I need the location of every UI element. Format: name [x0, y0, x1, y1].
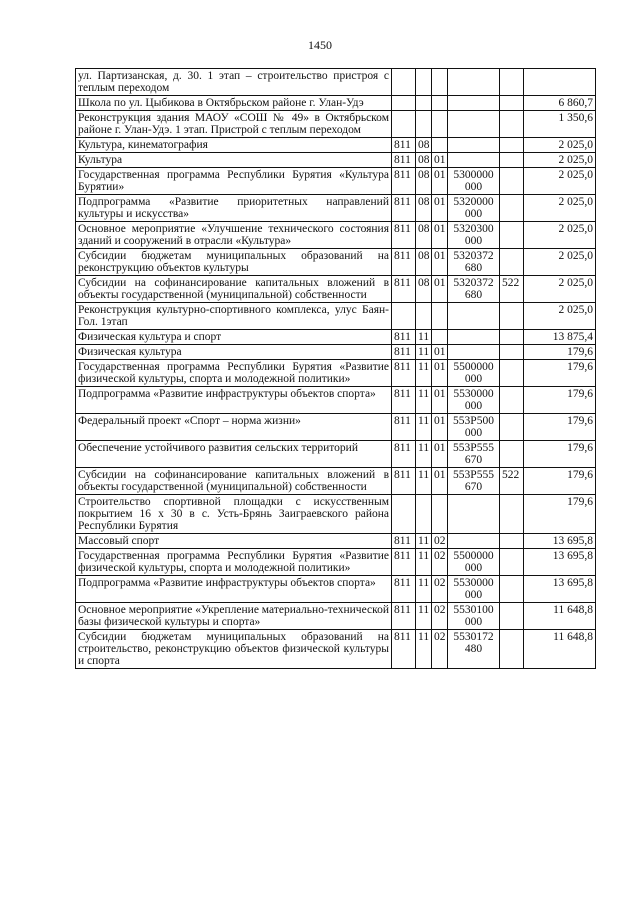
row-name-cell: Реконструкция культурно-спортивного комплекса, улус Баян-Гол. 1этап — [76, 303, 392, 330]
row-name-cell: Обеспечение устойчивого развития сельских территорий — [76, 441, 392, 468]
expense-type-cell: 522 — [500, 276, 524, 303]
target-article-part: 5320300 — [453, 223, 494, 235]
target-article-suffix: 480 — [464, 643, 483, 655]
section-code-cell — [416, 495, 432, 534]
ministry-code-cell: 811 — [392, 603, 416, 630]
target-article-part: 5500000 — [453, 361, 494, 373]
section-code-cell: 08 — [416, 249, 432, 276]
target-article-part: 5530000 — [453, 577, 494, 589]
amount-cell: 1 350,6 — [524, 111, 596, 138]
amount-cell: 179,6 — [524, 360, 596, 387]
row-name-cell: Культура, кинематография — [76, 138, 392, 153]
table-row — [76, 534, 596, 549]
amount-cell: 13 695,8 — [524, 576, 596, 603]
page-number: 1450 — [308, 38, 332, 52]
amount-cell: 179,6 — [524, 345, 596, 360]
target-article-suffix: 000 — [464, 208, 483, 220]
subsection-code-cell: 01 — [432, 345, 448, 360]
target-article-part: 553P555 — [453, 469, 494, 481]
ministry-code-cell: 811 — [392, 468, 416, 495]
row-name-cell: Основное мероприятие «Укрепление материально-технической базы физической культуры и спорта» — [76, 603, 392, 630]
table-row — [76, 96, 596, 111]
section-code-cell: 11 — [416, 549, 432, 576]
amount-cell: 179,6 — [524, 468, 596, 495]
ministry-code-cell: 811 — [392, 195, 416, 222]
amount-cell: 6 860,7 — [524, 96, 596, 111]
target-article-cell — [448, 345, 500, 360]
target-article-cell — [448, 195, 500, 222]
target-article-part: 5530172 — [453, 631, 494, 643]
section-code-cell: 08 — [416, 168, 432, 195]
table-row — [76, 195, 596, 222]
expense-type-cell — [500, 153, 524, 168]
table-row — [76, 303, 596, 330]
target-article-part: 5320000 — [453, 196, 494, 208]
ministry-code-cell — [392, 111, 416, 138]
amount-cell: 2 025,0 — [524, 276, 596, 303]
expense-type-cell — [500, 630, 524, 669]
amount-cell: 2 025,0 — [524, 195, 596, 222]
amount-cell: 179,6 — [524, 495, 596, 534]
target-article-suffix: 670 — [464, 454, 483, 466]
section-code-cell: 11 — [416, 630, 432, 669]
row-name-cell: Субсидии бюджетам муниципальных образований на строительство, реконструкцию объектов физической культуры и спорта — [76, 630, 392, 669]
ministry-code-cell: 811 — [392, 441, 416, 468]
subsection-code-cell: 02 — [432, 603, 448, 630]
subsection-code-cell: 01 — [432, 387, 448, 414]
section-code-cell: 11 — [416, 387, 432, 414]
target-article-suffix: 000 — [464, 427, 483, 439]
target-article-cell — [448, 534, 500, 549]
target-article-part: 5500000 — [453, 550, 494, 562]
target-article-suffix: 000 — [464, 373, 483, 385]
section-code-cell — [416, 303, 432, 330]
row-name-cell: Физическая культура — [76, 345, 392, 360]
section-code-cell: 08 — [416, 222, 432, 249]
row-name-cell: Школа по ул. Цыбикова в Октябрьском районе г. Улан-Удэ — [76, 96, 392, 111]
expense-type-cell — [500, 168, 524, 195]
table-row — [76, 330, 596, 345]
subsection-code-cell: 01 — [432, 414, 448, 441]
table-row — [76, 387, 596, 414]
amount-cell: 11 648,8 — [524, 630, 596, 669]
target-article-part: 5320372 — [453, 277, 494, 289]
row-name-cell: Основное мероприятие «Улучшение технического состояния зданий и сооружений в отрасли «Культура» — [76, 222, 392, 249]
section-code-cell: 11 — [416, 345, 432, 360]
target-article-cell — [448, 303, 500, 330]
expense-type-cell — [500, 549, 524, 576]
expense-type-cell — [500, 69, 524, 96]
ministry-code-cell: 811 — [392, 534, 416, 549]
target-article-cell — [448, 468, 500, 495]
amount-cell: 2 025,0 — [524, 138, 596, 153]
row-name-cell: Федеральный проект «Спорт – норма жизни» — [76, 414, 392, 441]
amount-cell: 13 695,8 — [524, 549, 596, 576]
ministry-code-cell: 811 — [392, 345, 416, 360]
row-name-cell: Подпрограмма «Развитие приоритетных направлений культуры и искусства» — [76, 195, 392, 222]
amount-cell: 179,6 — [524, 441, 596, 468]
expense-type-cell — [500, 576, 524, 603]
expense-type-cell — [500, 138, 524, 153]
section-code-cell: 11 — [416, 414, 432, 441]
table-row — [76, 138, 596, 153]
target-article-part: 5530100 — [453, 604, 494, 616]
target-article-cell — [448, 276, 500, 303]
section-code-cell: 11 — [416, 468, 432, 495]
section-code-cell — [416, 69, 432, 96]
row-name-cell: Строительство спортивной площадки с искусственным покрытием 16 х 30 в с. Усть-Брянь Заиграевского района Республики Бурятия — [76, 495, 392, 534]
section-code-cell: 11 — [416, 603, 432, 630]
subsection-code-cell: 02 — [432, 576, 448, 603]
row-name-cell: Физическая культура и спорт — [76, 330, 392, 345]
subsection-code-cell — [432, 69, 448, 96]
section-code-cell: 08 — [416, 276, 432, 303]
table-row — [76, 222, 596, 249]
target-article-suffix: 000 — [464, 562, 483, 574]
expense-type-cell — [500, 303, 524, 330]
subsection-code-cell: 02 — [432, 630, 448, 669]
section-code-cell: 08 — [416, 138, 432, 153]
subsection-code-cell: 01 — [432, 360, 448, 387]
subsection-code-cell: 02 — [432, 534, 448, 549]
section-code-cell: 11 — [416, 576, 432, 603]
amount-cell: 179,6 — [524, 414, 596, 441]
ministry-code-cell: 811 — [392, 630, 416, 669]
table-row — [76, 111, 596, 138]
target-article-cell — [448, 222, 500, 249]
subsection-code-cell: 02 — [432, 549, 448, 576]
table-body — [76, 69, 596, 669]
subsection-code-cell — [432, 138, 448, 153]
ministry-code-cell: 811 — [392, 549, 416, 576]
subsection-code-cell: 01 — [432, 249, 448, 276]
ministry-code-cell: 811 — [392, 387, 416, 414]
subsection-code-cell — [432, 330, 448, 345]
expense-type-cell — [500, 249, 524, 276]
target-article-part: 5530000 — [453, 388, 494, 400]
row-name-cell: Культура — [76, 153, 392, 168]
ministry-code-cell — [392, 495, 416, 534]
row-name-cell: Государственная программа Республики Бурятия «Развитие физической культуры, спорта и молодежной политики» — [76, 360, 392, 387]
target-article-cell — [448, 360, 500, 387]
target-article-suffix: 000 — [464, 589, 483, 601]
row-name-cell: Субсидии бюджетам муниципальных образований на реконструкцию объектов культуры — [76, 249, 392, 276]
target-article-cell — [448, 168, 500, 195]
subsection-code-cell — [432, 495, 448, 534]
target-article-suffix: 680 — [464, 289, 483, 301]
expense-type-cell — [500, 441, 524, 468]
target-article-cell — [448, 441, 500, 468]
subsection-code-cell — [432, 303, 448, 330]
amount-cell: 2 025,0 — [524, 222, 596, 249]
row-name-cell: ул. Партизанская, д. 30. 1 этап – строительство пристроя с теплым переходом — [76, 69, 392, 96]
target-article-part: 553P500 — [453, 415, 494, 427]
amount-cell: 11 648,8 — [524, 603, 596, 630]
table-row — [76, 414, 596, 441]
row-name-cell: Подпрограмма «Развитие инфраструктуры объектов спорта» — [76, 576, 392, 603]
table-row — [76, 345, 596, 360]
row-name-cell: Государственная программа Республики Бурятия «Развитие физической культуры, спорта и молодежной политики» — [76, 549, 392, 576]
subsection-code-cell: 01 — [432, 276, 448, 303]
expense-type-cell — [500, 222, 524, 249]
target-article-suffix: 000 — [464, 181, 483, 193]
section-code-cell: 11 — [416, 441, 432, 468]
ministry-code-cell: 811 — [392, 360, 416, 387]
ministry-code-cell: 811 — [392, 414, 416, 441]
target-article-cell — [448, 603, 500, 630]
expense-type-cell — [500, 111, 524, 138]
target-article-cell — [448, 330, 500, 345]
table-row — [76, 153, 596, 168]
expense-type-cell — [500, 603, 524, 630]
expense-type-cell: 522 — [500, 468, 524, 495]
target-article-cell — [448, 549, 500, 576]
row-name-cell: Реконструкция здания МАОУ «СОШ № 49» в Октябрьском районе г. Улан-Удэ. 1 этап. Пристрой с теплым переходом — [76, 111, 392, 138]
target-article-cell — [448, 138, 500, 153]
section-code-cell: 08 — [416, 153, 432, 168]
table-row — [76, 168, 596, 195]
target-article-part: 553P555 — [453, 442, 494, 454]
ministry-code-cell: 811 — [392, 168, 416, 195]
expense-type-cell — [500, 345, 524, 360]
ministry-code-cell — [392, 69, 416, 96]
expense-type-cell — [500, 414, 524, 441]
amount-cell: 2 025,0 — [524, 168, 596, 195]
table-row — [76, 495, 596, 534]
subsection-code-cell: 01 — [432, 195, 448, 222]
expense-type-cell — [500, 495, 524, 534]
table-row — [76, 276, 596, 303]
ministry-code-cell: 811 — [392, 576, 416, 603]
expense-type-cell — [500, 360, 524, 387]
subsection-code-cell — [432, 96, 448, 111]
ministry-code-cell — [392, 96, 416, 111]
target-article-cell — [448, 495, 500, 534]
target-article-cell — [448, 249, 500, 276]
table-row — [76, 441, 596, 468]
amount-cell: 13 695,8 — [524, 534, 596, 549]
ministry-code-cell: 811 — [392, 276, 416, 303]
amount-cell: 179,6 — [524, 387, 596, 414]
row-name-cell: Массовый спорт — [76, 534, 392, 549]
expense-type-cell — [500, 195, 524, 222]
table-row — [76, 468, 596, 495]
row-name-cell: Подпрограмма «Развитие инфраструктуры объектов спорта» — [76, 387, 392, 414]
target-article-cell — [448, 96, 500, 111]
subsection-code-cell — [432, 111, 448, 138]
expense-type-cell — [500, 387, 524, 414]
target-article-cell — [448, 630, 500, 669]
table-row — [76, 603, 596, 630]
section-code-cell: 11 — [416, 360, 432, 387]
target-article-suffix: 680 — [464, 262, 483, 274]
ministry-code-cell: 811 — [392, 222, 416, 249]
target-article-suffix: 000 — [464, 235, 483, 247]
row-name-cell: Государственная программа Республики Бурятия «Культура Бурятии» — [76, 168, 392, 195]
target-article-part: 5300000 — [453, 169, 494, 181]
amount-cell: 13 875,4 — [524, 330, 596, 345]
ministry-code-cell: 811 — [392, 249, 416, 276]
table-row — [76, 576, 596, 603]
ministry-code-cell: 811 — [392, 153, 416, 168]
amount-cell: 2 025,0 — [524, 303, 596, 330]
section-code-cell: 11 — [416, 330, 432, 345]
table-row — [76, 249, 596, 276]
target-article-cell — [448, 111, 500, 138]
table-row — [76, 630, 596, 669]
subsection-code-cell: 01 — [432, 153, 448, 168]
target-article-cell — [448, 576, 500, 603]
subsection-code-cell: 01 — [432, 441, 448, 468]
subsection-code-cell: 01 — [432, 222, 448, 249]
target-article-cell — [448, 153, 500, 168]
table-row — [76, 360, 596, 387]
section-code-cell — [416, 96, 432, 111]
expense-type-cell — [500, 330, 524, 345]
amount-cell: 2 025,0 — [524, 249, 596, 276]
section-code-cell — [416, 111, 432, 138]
target-article-part: 5320372 — [453, 250, 494, 262]
table-row — [76, 549, 596, 576]
table-row — [76, 69, 596, 96]
ministry-code-cell: 811 — [392, 330, 416, 345]
subsection-code-cell: 01 — [432, 468, 448, 495]
target-article-suffix: 000 — [464, 616, 483, 628]
row-name-cell: Субсидии на софинансирование капитальных вложений в объекты государственной (муниципальной) собственности — [76, 276, 392, 303]
subsection-code-cell: 01 — [432, 168, 448, 195]
target-article-suffix: 000 — [464, 400, 483, 412]
target-article-cell — [448, 414, 500, 441]
ministry-code-cell: 811 — [392, 138, 416, 153]
ministry-code-cell — [392, 303, 416, 330]
target-article-cell — [448, 69, 500, 96]
budget-table — [75, 68, 596, 669]
target-article-cell — [448, 387, 500, 414]
expense-type-cell — [500, 534, 524, 549]
row-name-cell: Субсидии на софинансирование капитальных вложений в объекты государственной (муниципальной) собственности — [76, 468, 392, 495]
section-code-cell: 08 — [416, 195, 432, 222]
amount-cell: 2 025,0 — [524, 153, 596, 168]
expense-type-cell — [500, 96, 524, 111]
section-code-cell: 11 — [416, 534, 432, 549]
amount-cell — [524, 69, 596, 96]
target-article-suffix: 670 — [464, 481, 483, 493]
